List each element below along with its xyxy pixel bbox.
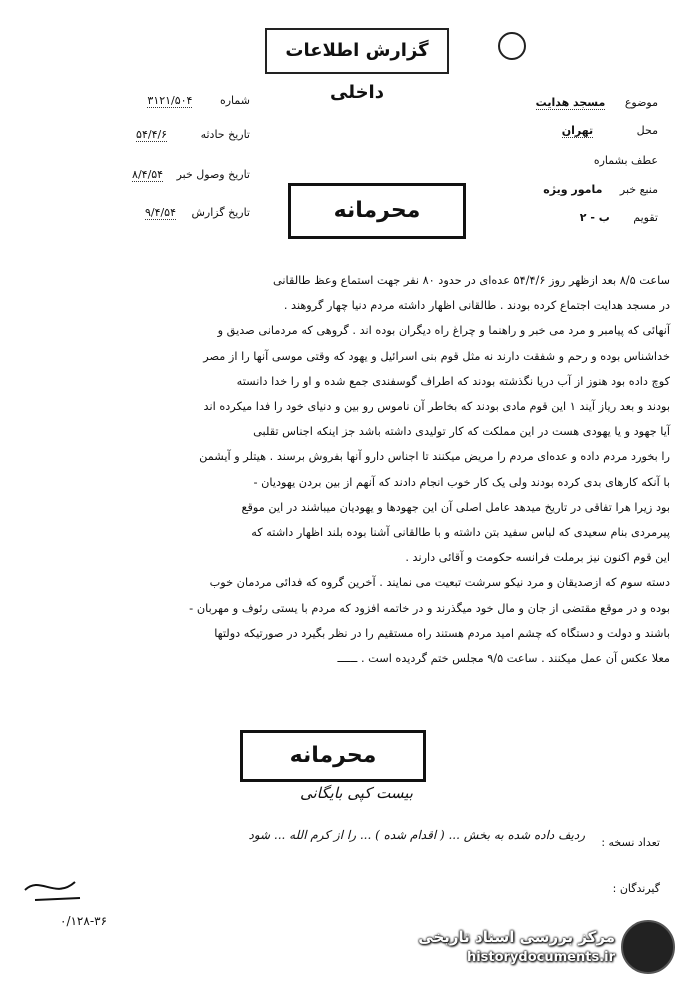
body-line: بود زیرا هرا تفاقی در تاریخ میدهد عامل اصلی آن این جهودها و یهودیان میباشند در این موقع (241, 500, 670, 514)
body-line: کوچ داده بود هنوز از آب دریا نگذشته بودند که اطراف گوسفندی جمع شده و او را خدا دانسته (236, 374, 670, 388)
recipients-label: گیرندگان : (612, 882, 660, 895)
history-documents-logo-icon (621, 920, 675, 974)
confidential-stamp-bottom: محرمانه (240, 730, 426, 782)
body-line: در مسجد هدایت اجتماع کرده بودند . طالقانی اظهار داشته مردم دنیا چهار گروهند . (283, 299, 670, 313)
body-line: آیا جهود و یا یهودی هست در این مملکت که کار تولیدی داشته باشد جز اینکه اجناس تقلبی (253, 425, 670, 439)
handwritten-note: ردیف داده شده به بخش ... ( اقدام شده ) ... را از کرم الله ... شود (248, 828, 585, 842)
subject-row (428, 96, 658, 109)
number-label: شماره (219, 94, 250, 107)
body-line: بودند و بعد ریاز آیند ۱ این قوم مادی بودند که بخاطر آن ناموس رو بین و دنیای خود را فدا میکرده اند (203, 400, 670, 414)
body-line: باشند و دولت و دستگاه که چشم امید مردم هستند راه مستقیم را در نظر بگیرد در صورتیکه دولتها (214, 626, 670, 640)
event-date-value: ۵۴/۴/۶ (136, 128, 168, 141)
body-line: ساعت ۸/۵ بعد ازظهر روز ۵۴/۴/۶ عده‌ای در حدود ۸۰ نفر جهت استماع وعظ طالقانی (272, 274, 670, 287)
body-line: بوده و در موقع مقتضی از جان و مال خود میگذرند و در خاتمه افزود که مردم با یستی رئوف و مهربان - (189, 601, 670, 615)
ref-label: عطف بشماره (593, 154, 658, 167)
report-date-row (60, 206, 250, 219)
subject-label: موضوع (624, 96, 658, 109)
report-body (50, 268, 670, 671)
place-label: محل (636, 124, 658, 137)
archive-code: ۰/۱۲۸-۳۶ (60, 914, 108, 928)
report-title: گزارش اطلاعات داخلی (265, 28, 449, 74)
body-line: معلا عکس آن عمل میکنند . ساعت ۹/۵ مجلس ختم گردیده است . ــــــ (337, 652, 670, 666)
body-line: پیرمردی بنام سعیدی که لباس سفید بتن داشته و با طالقانی آشنا بوده بلند اظهار داشته که (251, 526, 670, 540)
receipt-date-value: ۸/۴/۵۴ (132, 168, 164, 181)
number-row (60, 94, 250, 107)
body-line: این قوم اکنون نیز برملت فرانسه حکومت و آقائی دارند . (405, 551, 670, 565)
report-date-value: ۹/۴/۵۴ (144, 206, 176, 219)
copies-label: تعداد نسخه : (601, 836, 660, 849)
evaluation-label: تقویم (633, 211, 658, 224)
ref-row (428, 154, 658, 167)
body-line: دسته سوم که ازصدیقان و مرد نیکو سرشت تبعیت می نمایند . آخرین گروه که فدائی مردمان خوب (209, 576, 670, 590)
event-date-label: تاریخ حادثه (200, 128, 250, 141)
subject-value: مسجد هدایت (535, 96, 606, 109)
body-line: آنهائی که پیامبر و مرد می خبر و راهنما و چراغ راه دیگران بوده اند . گروهی که مردمانی صدیق و (217, 324, 670, 338)
number-value: ۳۱۲۱/۵۰۴ (147, 94, 193, 107)
confidential-stamp-top: محرمانه (288, 183, 466, 239)
emblem-icon (498, 32, 526, 60)
place-row (428, 124, 658, 137)
handwritten-initials (20, 870, 90, 910)
evaluation-value: ب - ۲ (579, 211, 610, 224)
report-date-label: تاریخ گزارش (191, 206, 250, 219)
footer-brand-fa: مرکز بررسی اسناد تاریخی (418, 928, 615, 946)
receipt-date-label: تاریخ وصول خبر (176, 168, 250, 181)
source-value: مامور ویژه (543, 183, 603, 196)
receipt-date-row (60, 168, 250, 181)
event-date-row (60, 128, 250, 141)
signature: بیست کپی بایگانی (300, 784, 413, 802)
footer-brand-url: historydocuments.ir (466, 950, 615, 965)
body-line: خداشناس بوده و رحم و شفقت دارند نه مثل قوم بنی اسرائیل و یهود که وقتی موسی آنها را از مصر (203, 349, 670, 363)
source-label: منبع خبر (619, 183, 658, 196)
body-line: را بخورد مردم داده و عده‌ای مردم را مریض میکنند تا اجناس دارو آنها بفروش برسند . هیتلر و آیشمن (199, 450, 670, 464)
place-value: تهران (561, 124, 594, 137)
body-line: با آنکه کارهای بدی کرده بودند ولی یک کار خوب انجام دادند که آنهم از بین بردن یهودیان - (253, 475, 670, 489)
